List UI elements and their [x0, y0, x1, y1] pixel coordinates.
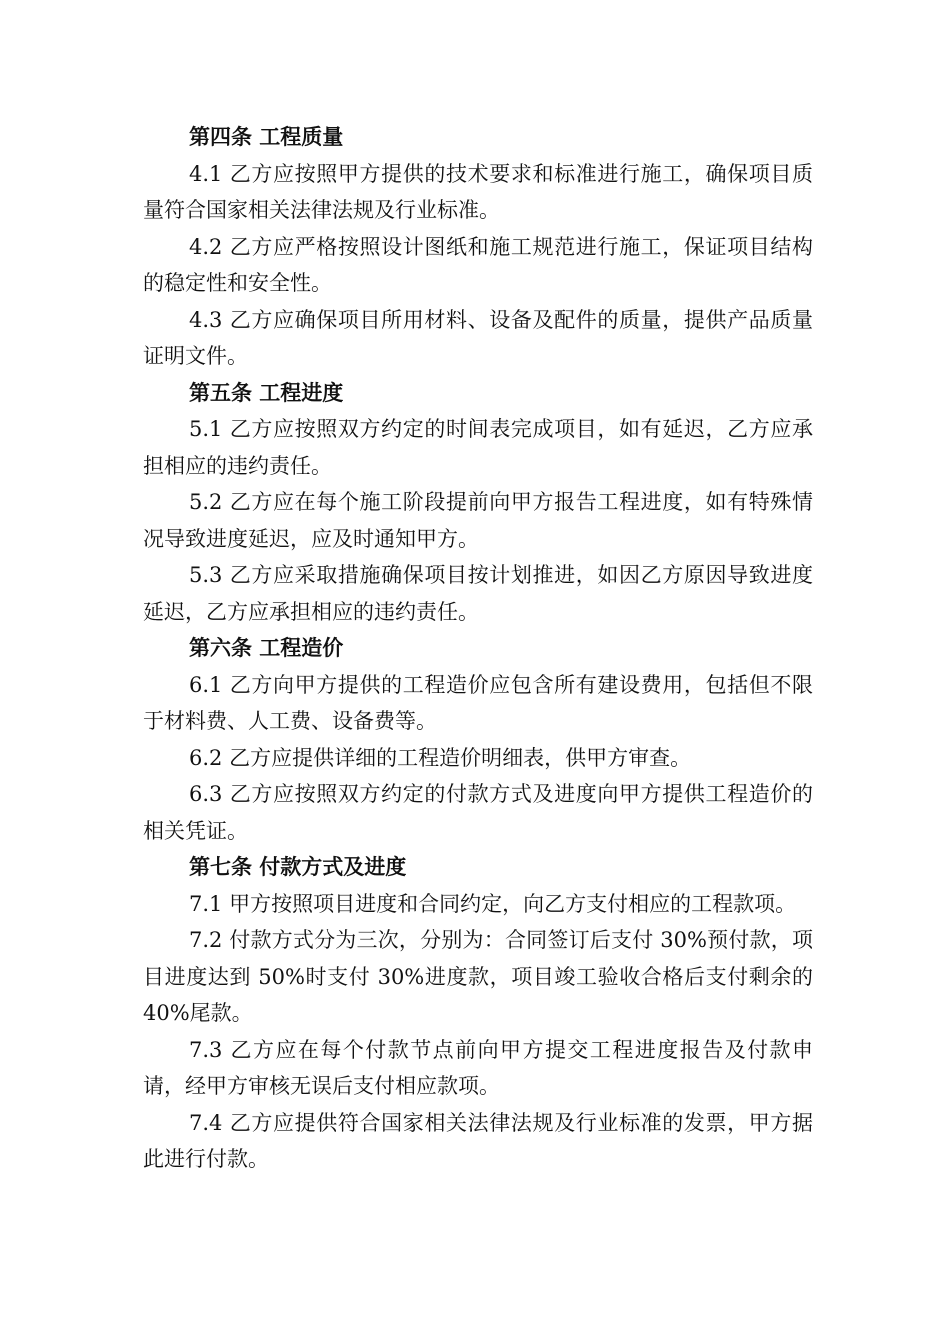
clause-paragraph: 6.3 乙方应按照双方约定的付款方式及进度向甲方提供工程造价的相关凭证。: [143, 782, 813, 843]
clause-paragraph: 5.1 乙方应按照双方约定的时间表完成项目，如有延迟，乙方应承担相应的违约责任。: [143, 417, 813, 478]
section-heading: 第五条 工程进度: [189, 380, 344, 405]
clause-paragraph: 4.3 乙方应确保项目所用材料、设备及配件的质量，提供产品质量证明文件。: [143, 307, 813, 368]
clause-paragraph: 7.2 付款方式分为三次，分别为：合同签订后支付 30%预付款，项目进度达到 50%时支付 30%进度款，项目竣工验收合格后支付剩余的 40%尾款。: [143, 928, 813, 1025]
clause-paragraph: 7.3 乙方应在每个付款节点前向甲方提交工程进度报告及付款申请，经甲方审核无误后支付相应款项。: [143, 1037, 813, 1098]
section-heading: 第六条 工程造价: [189, 636, 344, 660]
clause-paragraph: 5.3 乙方应采取措施确保项目按计划推进，如因乙方原因导致进度延迟，乙方应承担相应的违约责任。: [143, 563, 813, 624]
clause-paragraph: 6.1 乙方向甲方提供的工程造价应包含所有建设费用，包括但不限于材料费、人工费、设备费等。: [143, 672, 813, 733]
clause-paragraph: 6.2 乙方应提供详细的工程造价明细表，供甲方审查。: [189, 745, 692, 770]
clause-paragraph: 4.2 乙方应严格按照设计图纸和施工规范进行施工，保证项目结构的稳定性和安全性。: [143, 234, 813, 295]
section-heading: 第四条 工程质量: [189, 125, 344, 149]
clause-paragraph: 4.1 乙方应按照甲方提供的技术要求和标准进行施工，确保项目质量符合国家相关法律法规及行业标准。: [143, 161, 813, 222]
clause-paragraph: 7.1 甲方按照项目进度和合同约定，向乙方支付相应的工程款项。: [189, 891, 797, 916]
clause-paragraph: 7.4 乙方应提供符合国家相关法律法规及行业标准的发票，甲方据此进行付款。: [143, 1110, 813, 1171]
clause-paragraph: 5.2 乙方应在每个施工阶段提前向甲方报告工程进度，如有特殊情况导致进度延迟，应及时通知甲方。: [143, 490, 813, 551]
document-body: [143, 119, 813, 1178]
section-heading: 第七条 付款方式及进度: [189, 855, 407, 879]
